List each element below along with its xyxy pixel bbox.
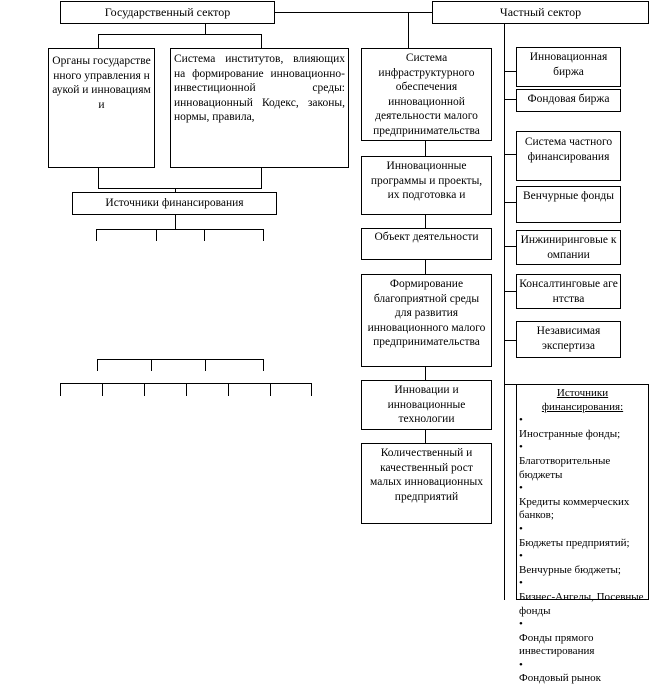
list-item: • Фондовый рынок (519, 658, 602, 685)
private-item-label: Инжиниринговые компании (520, 234, 617, 261)
stock-exchange-box (516, 89, 621, 112)
innovation-programs-label: Инновационные программы и проекты, их подготовка и (370, 160, 483, 201)
list-item: • Венчурные бюджеты; (519, 550, 621, 576)
list-item: • Кредиты коммерческих банков; (519, 482, 630, 522)
private-item-label: Венчурные фонды (522, 190, 614, 202)
private-funding-box (516, 384, 649, 685)
gov-funding-box (72, 192, 277, 215)
gov-system-box (170, 48, 349, 168)
private-finance-box (516, 131, 621, 181)
private-item-label: Фондовая биржа (527, 93, 610, 105)
private-item-label: Система частного финансирования (524, 136, 613, 163)
gov-funding-label: Источники финансирования (105, 197, 244, 209)
innovation-exchange-box (516, 47, 621, 87)
venture-funds-box (516, 186, 621, 223)
infra-system-label: Система инфраструктурного обеспечения инновационной деятельности малого предпринимательства (373, 52, 480, 137)
private-item-label: Независимая экспертиза (536, 325, 601, 352)
list-item: • Благотворительные бюджеты (519, 441, 611, 481)
private-item-label: Инновационная биржа (529, 51, 608, 78)
gov-organs-label: Органы государственного управления наукой и инновациями (52, 55, 151, 111)
list-item: • Иностранные фонды; (519, 414, 621, 440)
environment-label: Формирование благоприятной среды для развития инновационного малого предпринимательства (367, 278, 486, 348)
innovations-box (361, 380, 492, 430)
growth-label: Количественный и качественный рост малых инновационных предприятий (370, 447, 483, 503)
consulting-agencies-box (516, 274, 621, 309)
infra-system-box (361, 48, 492, 141)
gov-sector-label: Государственный сектор (104, 5, 231, 19)
activity-object-box (361, 228, 492, 260)
private-sector-label: Частный сектор (499, 5, 582, 19)
innovation-programs-box (361, 156, 492, 215)
private-sector-box (432, 1, 649, 24)
list-item: • Бизнес-Ангелы, Посевные фонды (519, 577, 644, 617)
list-item: • Бюджеты предприятий; (519, 522, 630, 549)
private-funding-title: Источники финансирования: (541, 387, 624, 413)
activity-object-label: Объект деятельности (374, 231, 479, 243)
engineering-companies-box (516, 230, 621, 265)
list-item: • Фонды прямого инвестирования (519, 618, 595, 658)
growth-box (361, 443, 492, 524)
gov-system-label: Система институтов, влияющих на формирование инновационно-инвестиционной среды: инновационный Кодекс, законы, нормы, правила, (174, 53, 345, 123)
gov-organs-box (48, 48, 155, 168)
innovations-label: Инновации и инновационные технологии (387, 384, 466, 425)
environment-box (361, 274, 492, 367)
independent-expertise-box (516, 321, 621, 358)
gov-sector-box (60, 1, 275, 24)
private-item-label: Консалтинговые агентства (519, 278, 618, 305)
